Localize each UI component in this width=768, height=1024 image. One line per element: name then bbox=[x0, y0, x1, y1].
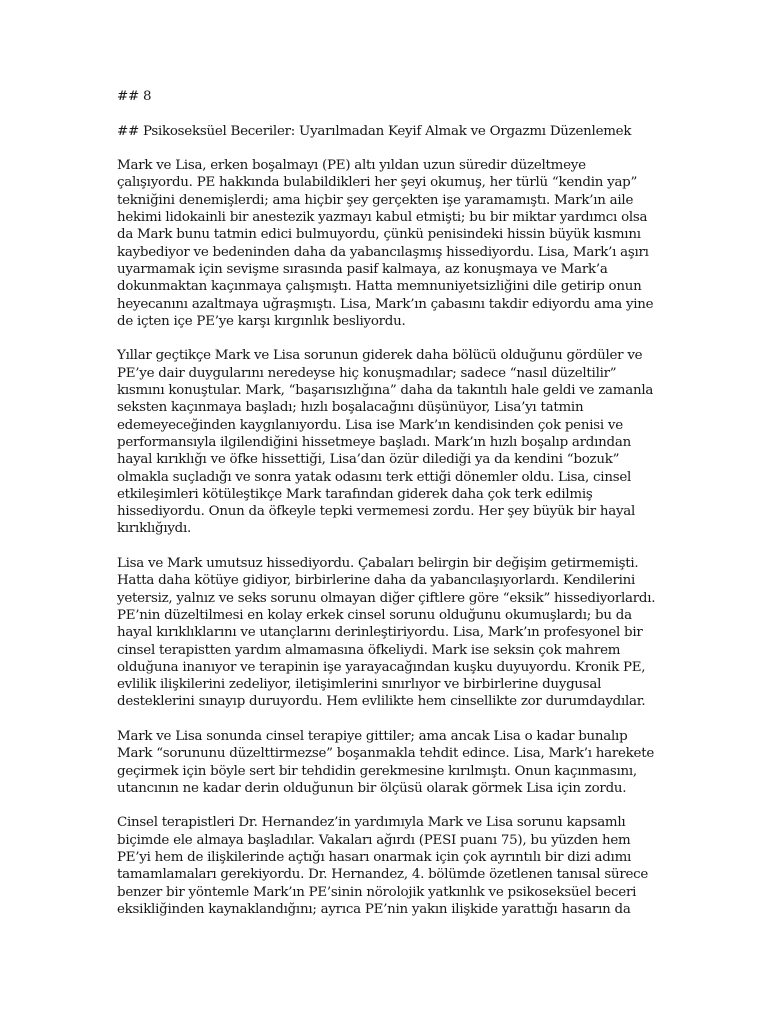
paragraph: Mark ve Lisa sonunda cinsel terapiye gittiler; ama ancak Lisa o kadar bunalıp Mark “sorununu düzelttirmezse” boşanmakla tehdit edince. Lisa, Mark’ı harekete geçirmek için böyle sert bir tehdidin gerekmesine kırılmıştı. Onun kaçınmasını, utancının ne kadar derin olduğunun bir ölçüsü olarak görmek Lisa için zordu. bbox=[117, 728, 655, 796]
section-heading: ## Psikoseksüel Beceriler: Uyarılmadan Keyif Almak ve Orgazmı Düzenlemek bbox=[117, 123, 632, 139]
paragraph: Lisa ve Mark umutsuz hissediyordu. Çabaları belirgin bir değişim getirmemişti. Hatta daha kötüye gidiyor, birbirlerine daha da yabancılaşıyorlardı. Kendilerini yetersiz, yalnız ve seks sorunu olmayan diğer çiftlere göre “eksik” hissediyorlardı. PE’nin düzeltilmesi en kolay erkek cinsel sorunu olduğunu okumuşlardı; bu da hayal kırıklıklarını ve utançlarını derinleştiriyordu. Lisa, Mark’ın profesyonel bir cinsel terapistten yardım almamasına öfkeliydi. Mark ise seksin çok mahrem olduğuna inanıyor ve terapinin işe yarayacağından kuşku duyuyordu. Kronik PE, evlilik ilişkilerini zedeliyor, iletişimlerini sınırlıyor ve birbirlerine duygusal desteklerini sınayıp duruyordu. Hem evlilikte hem cinsellikte zor durumdaydılar. bbox=[117, 556, 656, 710]
paragraph: Yıllar geçtikçe Mark ve Lisa sorunun giderek daha bölücü olduğunu gördüler ve PE’ye dair duygularını neredeyse hiç konuşmadılar; sadece “nasıl düzeltilir” kısmını konuştular. Mark, “başarısızlığına” daha da takıntılı hale geldi ve zamanla seksten kaçınmaya başladı; hızlı boşalacağını düşünüyor, Lisa’yı tatmin edemeyeceğinden kaygılanıyordu. Lisa ise Mark’ın kendisinden çok penisi ve performansıyla ilgilendiğini hissetmeye başladı. Mark’ın hızlı boşalıp ardından hayal kırıklığı ve öfke hissettiği, Lisa’dan özür dilediği ya da kendini “bozuk” olmakla suçladığı ve sonra yatak odasını terk ettiği dönemler oldu. Lisa, cinsel etkileşimleri kötüleştikçe Mark tarafından giderek daha çok terk edilmiş hissediyordu. Onun da öfkeyle tepki vermemesi zordu. Her şey büyük bir hayal kırıklığıydı. bbox=[117, 348, 654, 537]
paragraph: Mark ve Lisa, erken boşalmayı (PE) altı yıldan uzun süredir düzeltmeye çalışıyordu. PE hakkında bulabildikleri her şeyi okumuş, her türlü “kendin yap” tekniğini denemişlerdi; ama hiçbir şey gerçekten işe yaramamıştı. Mark’ın aile hekimi lidokainli bir anestezik yazmayı kabul etmişti; bu bir miktar yardımcı olsa da Mark bunu tatmin edici bulmuyordu, çünkü penisindeki hissin büyük kısmını kaybediyor ve bedeninden daha da yabancılaşmış hissediyordu. Lisa, Mark’ı aşırı uyarmamak için sevişme sırasında pasif kalmaya, az konuşmaya ve Mark’a dokunmaktan kaçınmaya çalışmıştı. Hatta memnuniyetsizliğini dile getirip onun heyecanını azaltmaya uğraşmıştı. Lisa, Mark’ın çabasını takdir ediyordu ama yine de içten içe PE’ye karşı kırgınlık besliyordu. bbox=[117, 158, 654, 329]
document-page bbox=[117, 88, 657, 936]
chapter-marker: ## 8 bbox=[117, 89, 152, 104]
paragraph: Cinsel terapistleri Dr. Hernandez’in yardımıyla Mark ve Lisa sorunu kapsamlı biçimde ele almaya başladılar. Vakaları ağırdı (PESI puanı 75), bu yüzden hem PE’yi hem de ilişkilerinde açtığı hasarı onarmak için çok ayrıntılı bir dizi adımı tamamlamaları gerekiyordu. Dr. Hernandez, 4. bölümde özetlenen tanısal sürece benzer bir yöntemle Mark’ın PE’sinin nörolojik yatkınlık ve psikoseksüel beceri eksikliğinden kaynaklandığını; ayrıca PE’nin yakın ilişkide yarattığı hasarın da bbox=[117, 815, 649, 917]
